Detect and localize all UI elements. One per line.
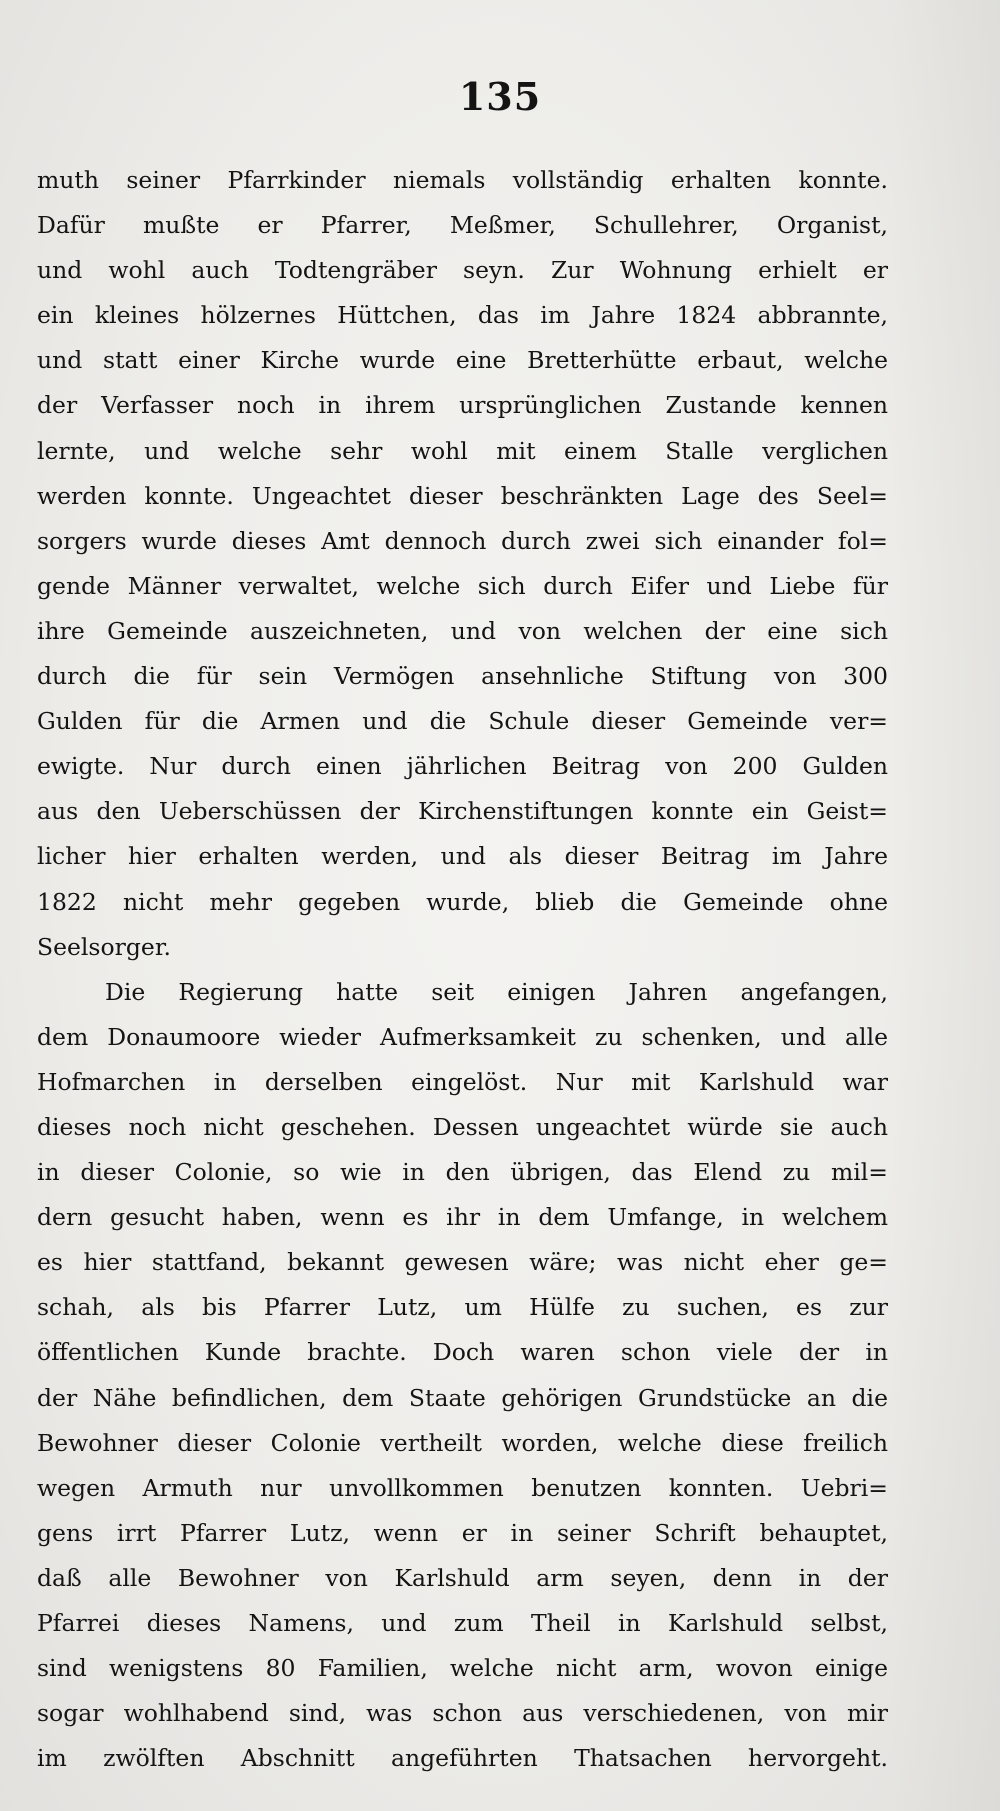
body-text: [37, 158, 888, 1781]
text-line: licher hier erhalten werden, und als dieser Beitrag im Jahre: [37, 842, 888, 871]
text-line: schah, als bis Pfarrer Lutz, um Hülfe zu suchen, es zur: [37, 1293, 888, 1322]
text-line: Gulden für die Armen und die Schule dieser Gemeinde ver=: [37, 707, 888, 736]
text-line: lernte, und welche sehr wohl mit einem Stalle verglichen: [37, 436, 888, 465]
text-line: der Nähe befindlichen, dem Staate gehörigen Grundstücke an die: [37, 1383, 888, 1412]
text-line: wegen Armuth nur unvollkommen benutzen konnten. Uebri=: [37, 1473, 888, 1502]
text-line: es hier stattfand, bekannt gewesen wäre; was nicht eher ge=: [37, 1248, 888, 1277]
text-line: Seelsorger.: [37, 932, 171, 961]
text-line: dieses noch nicht geschehen. Dessen ungeachtet würde sie auch: [37, 1112, 888, 1141]
text-line: Bewohner dieser Colonie vertheilt worden, welche diese freilich: [37, 1428, 888, 1457]
text-line: der Verfasser noch in ihrem ursprünglichen Zustande kennen: [37, 391, 888, 420]
text-line: sogar wohlhabend sind, was schon aus verschiedenen, von mir: [37, 1699, 888, 1728]
text-line: Die Regierung hatte seit einigen Jahren angefangen,: [105, 977, 888, 1006]
text-line: Hofmarchen in derselben eingelöst. Nur mit Karlshuld war: [37, 1067, 888, 1096]
text-line: dern gesucht haben, wenn es ihr in dem Umfange, in welchem: [37, 1203, 888, 1232]
text-line: Dafür mußte er Pfarrer, Meßmer, Schullehrer, Organist,: [37, 211, 888, 240]
text-line: ewigte. Nur durch einen jährlichen Beitrag von 200 Gulden: [37, 752, 888, 781]
text-line: daß alle Bewohner von Karlshuld arm seyen, denn in der: [37, 1563, 888, 1592]
text-line: sorgers wurde dieses Amt dennoch durch zwei sich einander fol=: [37, 526, 888, 555]
text-line: muth seiner Pfarrkinder niemals vollständig erhalten konnte.: [37, 166, 888, 194]
text-line: in dieser Colonie, so wie in den übrigen, das Elend zu mil=: [37, 1158, 888, 1187]
text-line: dem Donaumoore wieder Aufmerksamkeit zu schenken, und alle: [37, 1022, 888, 1051]
text-line: ihre Gemeinde auszeichneten, und von welchen der eine sich: [37, 616, 888, 645]
text-line: gens irrt Pfarrer Lutz, wenn er in seiner Schrift behauptet,: [37, 1518, 888, 1547]
page-number: 135: [458, 74, 542, 119]
text-line: sind wenigstens 80 Familien, welche nicht arm, wovon einige: [37, 1654, 888, 1683]
text-line: gende Männer verwaltet, welche sich durch Eifer und Liebe für: [37, 571, 888, 600]
text-line: werden konnte. Ungeachtet dieser beschränkten Lage des Seel=: [37, 481, 888, 510]
text-line: und statt einer Kirche wurde eine Bretterhütte erbaut, welche: [37, 346, 888, 375]
text-line: und wohl auch Todtengräber seyn. Zur Wohnung erhielt er: [37, 256, 888, 285]
text-line: durch die für sein Vermögen ansehnliche Stiftung von 300: [37, 662, 888, 691]
text-line: ein kleines hölzernes Hüttchen, das im Jahre 1824 abbrannte,: [37, 301, 888, 330]
page-shading: [890, 0, 1000, 1811]
text-line: öffentlichen Kunde brachte. Doch waren schon viele der in: [37, 1338, 888, 1367]
text-line: Pfarrei dieses Namens, und zum Theil in Karlshuld selbst,: [37, 1609, 888, 1637]
text-line: im zwölften Abschnitt angeführten Thatsachen hervorgeht.: [37, 1744, 888, 1773]
text-line: 1822 nicht mehr gegeben wurde, blieb die Gemeinde ohne: [37, 887, 888, 916]
paragraph: [37, 158, 888, 970]
paragraph: [37, 970, 888, 1782]
text-line: aus den Ueberschüssen der Kirchenstiftungen konnte ein Geist=: [37, 797, 888, 826]
